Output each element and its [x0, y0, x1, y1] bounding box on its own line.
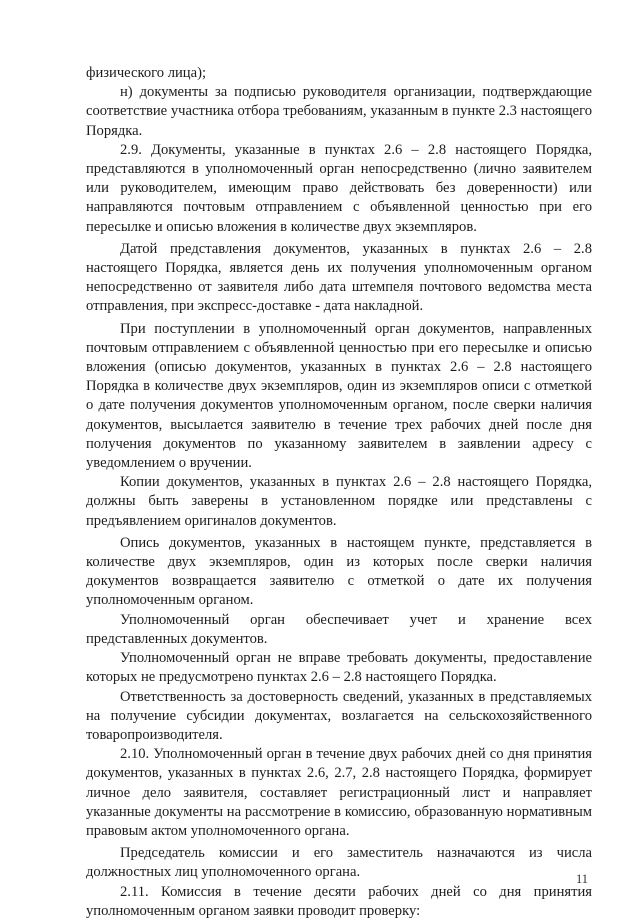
document-page [86, 64, 592, 921]
paragraph-document-restriction: Уполномоченный орган не вправе требовать документы, предоставление которых не предусмотрено пунктах 2.6 – 2.8 настоящего Порядка. [86, 650, 592, 686]
paragraph-document-inventory: Опись документов, указанных в настоящем пункте, представляется в количестве двух экземпляров, один из которых после сверки наличия документов возвращается заявителю с отметкой о дате их получения уполномоченным органом. [86, 534, 592, 609]
paragraph-continuation: физического лица); [86, 65, 207, 81]
paragraph-2-11: 2.11. Комиссия в течение десяти рабочих дней со дня принятия уполномоченным органом заявки проводит проверку: [86, 883, 592, 919]
paragraph-commission-chair: Председатель комиссии и его заместитель назначаются из числа должностных лиц уполномоченного органа. [86, 845, 592, 881]
paragraph-item-n: н) документы за подписью руководителя организации, подтверждающие соответствие участника отбора требованиям, указанным в пункте 2.3 настоящего Порядка. [86, 84, 592, 139]
page-number: 11 [575, 872, 588, 886]
paragraph-2-10: 2.10. Уполномоченный орган в течение двух рабочих дней со дня принятия документов, указанных в пунктах 2.6, 2.7, 2.8 настоящего Порядка, формирует личное дело заявителя, составляет регистрационный лист и направляет указанные документы на рассмотрение в комиссию, образованную нормативным правовым актом уполномоченного органа. [86, 746, 592, 839]
paragraph-postal-receipt: При поступлении в уполномоченный орган документов, направленных почтовым отправлением с объявленной ценностью при его пересылке и описью вложения (описью документов, указанных в пунктах 2.6 – 2.8 настоящего Порядка в количестве двух экземпляров, один из экземпляров описи с отметкой о дате получения документов уполномоченным органом, после сверки наличия документов, высылается заявителю в течение трех рабочих дней после дня получения документов по указанному заявителем в заявлении адресу с уведомлением о вручении. [86, 320, 592, 472]
paragraph-document-storage: Уполномоченный орган обеспечивает учет и хранение всех представленных документов. [86, 611, 592, 647]
paragraph-responsibility: Ответственность за достоверность сведений, указанных в представляемых на получение субсидии документах, возлагается на сельскохозяйственного товаропроизводителя. [86, 688, 592, 743]
paragraph-2-9: 2.9. Документы, указанные в пунктах 2.6 – 2.8 настоящего Порядка, представляются в уполномоченный орган непосредственно (лично заявителем или руководителем, имеющим право действовать без доверенности) или направляются почтовым отправлением с объявленной ценностью при его пересылке и описью вложения в количестве двух экземпляров. [86, 141, 592, 235]
paragraph-document-copies: Копии документов, указанных в пунктах 2.6 – 2.8 настоящего Порядка, должны быть заверены в установленном порядке или представлены с предъявлением оригиналов документов. [86, 474, 592, 529]
paragraph-submission-date: Датой представления документов, указанных в пунктах 2.6 – 2.8 настоящего Порядка, является день их получения уполномоченным органом непосредственно от заявителя либо дата штемпеля почтового ведомства места отправления, при экспресс-доставке - дата накладной. [86, 240, 592, 315]
